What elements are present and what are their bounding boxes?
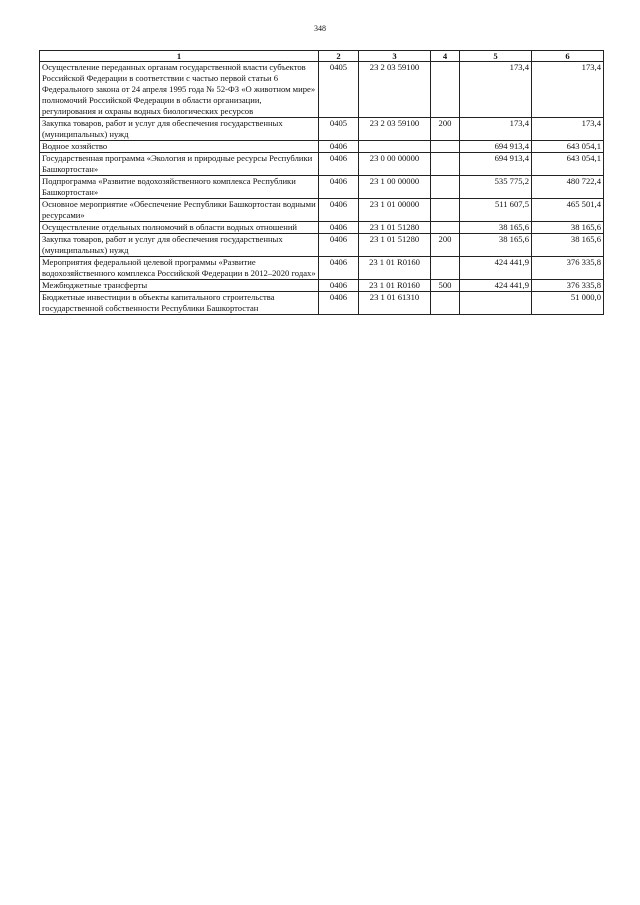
table-row	[40, 141, 604, 153]
row-name-cell: Закупка товаров, работ и услуг для обеспечения государственных (муниципальных) нужд	[40, 234, 319, 257]
page-number: 348	[314, 24, 326, 33]
row-article-cell: 23 1 01 R0160	[359, 257, 431, 280]
row-section-cell: 0405	[319, 118, 359, 141]
table-row	[40, 234, 604, 257]
column-header: 2	[319, 51, 359, 62]
row-article-cell: 23 2 03 59100	[359, 118, 431, 141]
row-article-cell: 23 0 00 00000	[359, 153, 431, 176]
row-year2-cell: 38 165,6	[532, 222, 604, 234]
row-year2-cell: 376 335,8	[532, 257, 604, 280]
row-section-cell: 0406	[319, 292, 359, 315]
row-year1-cell: 511 607,5	[460, 199, 532, 222]
row-expense-type-cell	[431, 153, 460, 176]
row-year2-cell: 173,4	[532, 118, 604, 141]
row-name-cell: Подпрограмма «Развитие водохозяйственного комплекса Республики Башкортостан»	[40, 176, 319, 199]
table-row	[40, 199, 604, 222]
row-name-cell: Водное хозяйство	[40, 141, 319, 153]
row-year2-cell: 643 054,1	[532, 141, 604, 153]
row-section-cell: 0406	[319, 257, 359, 280]
row-name-cell: Осуществление переданных органам государственной власти субъектов Российской Федерации в соответствии с частью первой статьи 6 Федерального закона от 24 апреля 1995 года № 52-ФЗ «О животном мире» полномочий Российской Федерации в области организации, регулирования и охраны водных биологических ресурсов	[40, 62, 319, 118]
row-name-cell: Мероприятия федеральной целевой программы «Развитие водохозяйственного комплекса Российской Федерации в 2012–2020 годах»	[40, 257, 319, 280]
row-year2-cell: 480 722,4	[532, 176, 604, 199]
row-section-cell: 0406	[319, 141, 359, 153]
row-year1-cell: 173,4	[460, 118, 532, 141]
row-name-cell: Осуществление отдельных полномочий в области водных отношений	[40, 222, 319, 234]
row-year2-cell: 376 335,8	[532, 280, 604, 292]
row-name-cell: Закупка товаров, работ и услуг для обеспечения государственных (муниципальных) нужд	[40, 118, 319, 141]
row-expense-type-cell	[431, 62, 460, 118]
table-row	[40, 292, 604, 315]
row-expense-type-cell	[431, 222, 460, 234]
column-header: 6	[532, 51, 604, 62]
row-section-cell: 0406	[319, 176, 359, 199]
row-year1-cell: 38 165,6	[460, 234, 532, 257]
row-section-cell: 0406	[319, 280, 359, 292]
row-year1-cell: 424 441,9	[460, 280, 532, 292]
row-section-cell: 0406	[319, 199, 359, 222]
row-article-cell: 23 2 03 59100	[359, 62, 431, 118]
row-year1-cell: 173,4	[460, 62, 532, 118]
row-year2-cell: 38 165,6	[532, 234, 604, 257]
row-article-cell: 23 1 00 00000	[359, 176, 431, 199]
column-header: 4	[431, 51, 460, 62]
row-name-cell: Основное мероприятие «Обеспечение Республики Башкортостан водными ресурсами»	[40, 199, 319, 222]
row-year1-cell: 535 775,2	[460, 176, 532, 199]
row-section-cell: 0406	[319, 222, 359, 234]
row-year2-cell: 465 501,4	[532, 199, 604, 222]
row-year1-cell: 424 441,9	[460, 257, 532, 280]
row-expense-type-cell	[431, 257, 460, 280]
table-row	[40, 280, 604, 292]
table-row	[40, 222, 604, 234]
row-section-cell: 0405	[319, 62, 359, 118]
table-header-row	[40, 51, 604, 62]
column-header: 3	[359, 51, 431, 62]
row-expense-type-cell: 200	[431, 234, 460, 257]
column-header: 1	[40, 51, 319, 62]
budget-table	[39, 50, 604, 315]
row-name-cell: Бюджетные инвестиции в объекты капитального строительства государственной собственности Республики Башкортостан	[40, 292, 319, 315]
row-year2-cell: 173,4	[532, 62, 604, 118]
row-name-cell: Межбюджетные трансферты	[40, 280, 319, 292]
row-expense-type-cell: 200	[431, 118, 460, 141]
row-section-cell: 0406	[319, 153, 359, 176]
row-article-cell: 23 1 01 R0160	[359, 280, 431, 292]
row-expense-type-cell	[431, 199, 460, 222]
row-year1-cell: 38 165,6	[460, 222, 532, 234]
row-article-cell: 23 1 01 00000	[359, 199, 431, 222]
row-expense-type-cell	[431, 292, 460, 315]
column-header: 5	[460, 51, 532, 62]
row-expense-type-cell	[431, 141, 460, 153]
row-name-cell: Государственная программа «Экология и природные ресурсы Республики Башкортостан»	[40, 153, 319, 176]
row-article-cell	[359, 141, 431, 153]
row-year1-cell: 694 913,4	[460, 141, 532, 153]
table-row	[40, 257, 604, 280]
row-article-cell: 23 1 01 61310	[359, 292, 431, 315]
table-row	[40, 118, 604, 141]
row-expense-type-cell	[431, 176, 460, 199]
table-row	[40, 153, 604, 176]
row-year2-cell: 643 054,1	[532, 153, 604, 176]
table-row	[40, 62, 604, 118]
row-year2-cell: 51 000,0	[532, 292, 604, 315]
row-year1-cell	[460, 292, 532, 315]
row-article-cell: 23 1 01 51280	[359, 234, 431, 257]
row-article-cell: 23 1 01 51280	[359, 222, 431, 234]
row-section-cell: 0406	[319, 234, 359, 257]
table-row	[40, 176, 604, 199]
row-expense-type-cell: 500	[431, 280, 460, 292]
row-year1-cell: 694 913,4	[460, 153, 532, 176]
table-body	[40, 62, 604, 315]
